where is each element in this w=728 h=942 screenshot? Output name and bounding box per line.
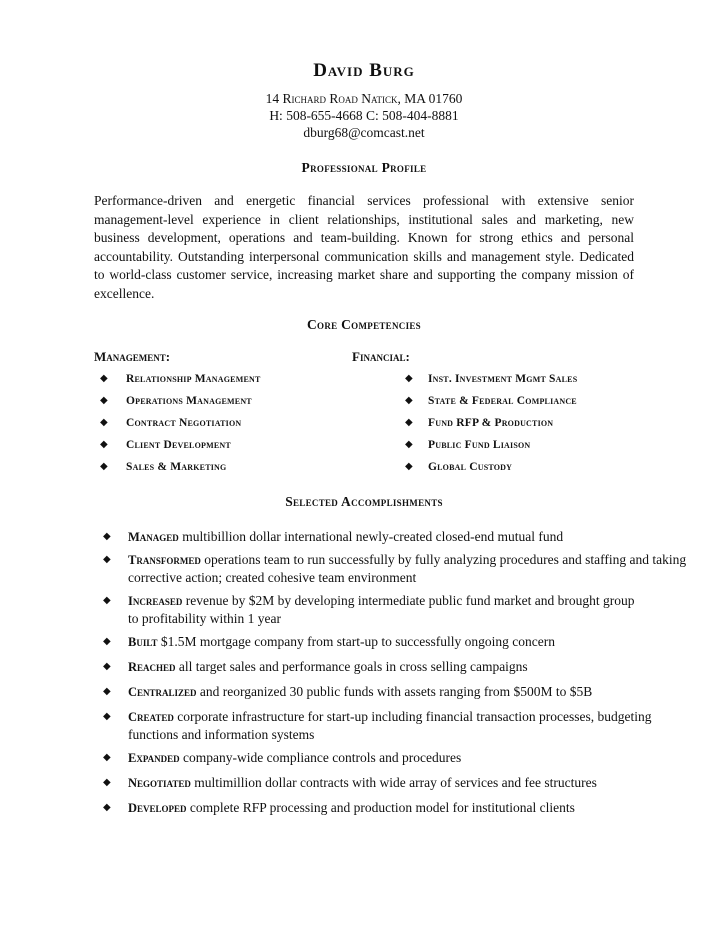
diamond-bullet-icon: ◆ [405, 417, 413, 428]
competency-label: Fund RFP & Production [428, 417, 554, 429]
diamond-bullet-icon: ◆ [405, 461, 413, 472]
accomplishment-text: revenue by $2M by developing intermediate public fund market and brought group to profitability within 1 year [128, 593, 635, 626]
list-item [128, 658, 698, 676]
accomplishment-text: complete RFP processing and production model for institutional clients [186, 800, 575, 815]
list-item [128, 708, 703, 743]
list-item [128, 774, 698, 792]
list-item [100, 412, 360, 434]
email-line[interactable]: dburg68@comcast.net [303, 125, 425, 140]
accomplishment-verb: Transformed [128, 553, 201, 567]
diamond-bullet-icon: ◆ [100, 439, 108, 450]
diamond-bullet-icon: ◆ [100, 417, 108, 428]
list-item [128, 528, 698, 546]
contact-block [0, 90, 728, 141]
competency-label: Inst. Investment Mgmt Sales [428, 373, 578, 385]
competency-label: Global Custody [428, 461, 513, 473]
list-item [405, 390, 685, 412]
competency-label: Relationship Management [126, 373, 261, 385]
diamond-bullet-icon: ◆ [103, 752, 111, 763]
profile-title: Professional Profile [301, 160, 427, 175]
accomplishments-title: Selected Accomplishments [285, 494, 443, 509]
management-heading: Management: [94, 349, 171, 364]
list-item [128, 683, 698, 701]
financial-heading: Financial: [352, 349, 410, 364]
list-item [128, 749, 698, 767]
list-item [128, 592, 648, 627]
list-item [100, 434, 360, 456]
accomplishment-text: multimillion dollar contracts with wide array of services and fee structures [190, 775, 597, 790]
accomplishment-verb: Created [128, 710, 174, 724]
accomplishment-verb: Centralized [128, 685, 197, 699]
diamond-bullet-icon: ◆ [405, 439, 413, 450]
accomplishment-verb: Reached [128, 660, 176, 674]
management-list [100, 368, 360, 478]
diamond-bullet-icon: ◆ [103, 595, 111, 606]
competency-label: Sales & Marketing [126, 461, 227, 473]
diamond-bullet-icon: ◆ [405, 373, 413, 384]
competency-label: Client Development [126, 439, 231, 451]
phone-line: H: 508-655-4668 C: 508-404-8881 [269, 108, 459, 123]
diamond-bullet-icon: ◆ [103, 686, 111, 697]
list-item [100, 368, 360, 390]
competency-label: State & Federal Compliance [428, 395, 577, 407]
accomplishment-text: $1.5M mortgage company from start-up to successfully ongoing concern [157, 634, 555, 649]
accomplishment-text: company-wide compliance controls and procedures [179, 750, 462, 765]
accomplishment-text: and reorganized 30 public funds with assets ranging from $500M to $5B [196, 684, 593, 699]
list-item [128, 799, 698, 817]
candidate-name: David Burg [313, 60, 415, 81]
diamond-bullet-icon: ◆ [103, 554, 111, 565]
accomplishment-verb: Increased [128, 594, 183, 608]
diamond-bullet-icon: ◆ [103, 777, 111, 788]
competency-label: Public Fund Liaison [428, 439, 531, 451]
accomplishment-text: operations team to run successfully by fully analyzing procedures and staffing and taking corrective action; created cohesive team environment [128, 552, 687, 585]
accomplishment-text: all target sales and performance goals in cross selling campaigns [175, 659, 528, 674]
diamond-bullet-icon: ◆ [103, 636, 111, 647]
accomplishment-verb: Negotiated [128, 776, 191, 790]
accomplishment-verb: Developed [128, 801, 187, 815]
competencies-title: Core Competencies [307, 317, 421, 332]
competency-label: Contract Negotiation [126, 417, 242, 429]
diamond-bullet-icon: ◆ [100, 373, 108, 384]
diamond-bullet-icon: ◆ [103, 802, 111, 813]
diamond-bullet-icon: ◆ [103, 531, 111, 542]
diamond-bullet-icon: ◆ [100, 461, 108, 472]
list-item [128, 551, 698, 586]
accomplishment-verb: Managed [128, 530, 179, 544]
list-item [128, 633, 698, 651]
list-item [405, 456, 685, 478]
accomplishment-verb: Expanded [128, 751, 180, 765]
competency-label: Operations Management [126, 395, 252, 407]
list-item [405, 434, 685, 456]
list-item [405, 368, 685, 390]
diamond-bullet-icon: ◆ [103, 661, 111, 672]
diamond-bullet-icon: ◆ [100, 395, 108, 406]
accomplishment-text: multibillion dollar international newly-created closed-end mutual fund [178, 529, 564, 544]
diamond-bullet-icon: ◆ [405, 395, 413, 406]
profile-text: Performance-driven and energetic financial services professional with extensive senior management-level experience in client relationships, institutional sales and marketing, new business development, operations and team-building. Known for strong ethics and personal accountability. Outstanding interpersonal communication skills and management style. Dedicated to world-class customer service, increasing market share and supporting the company mission of excellence. [94, 193, 634, 301]
list-item [405, 412, 685, 434]
address-line: 14 Richard Road Natick, MA 01760 [265, 91, 463, 106]
financial-list [405, 368, 685, 478]
diamond-bullet-icon: ◆ [103, 711, 111, 722]
list-item [100, 390, 360, 412]
accomplishment-verb: Built [128, 635, 158, 649]
accomplishment-text: corporate infrastructure for start-up including financial transaction processes, budgeting functions and information systems [128, 709, 652, 742]
list-item [100, 456, 360, 478]
